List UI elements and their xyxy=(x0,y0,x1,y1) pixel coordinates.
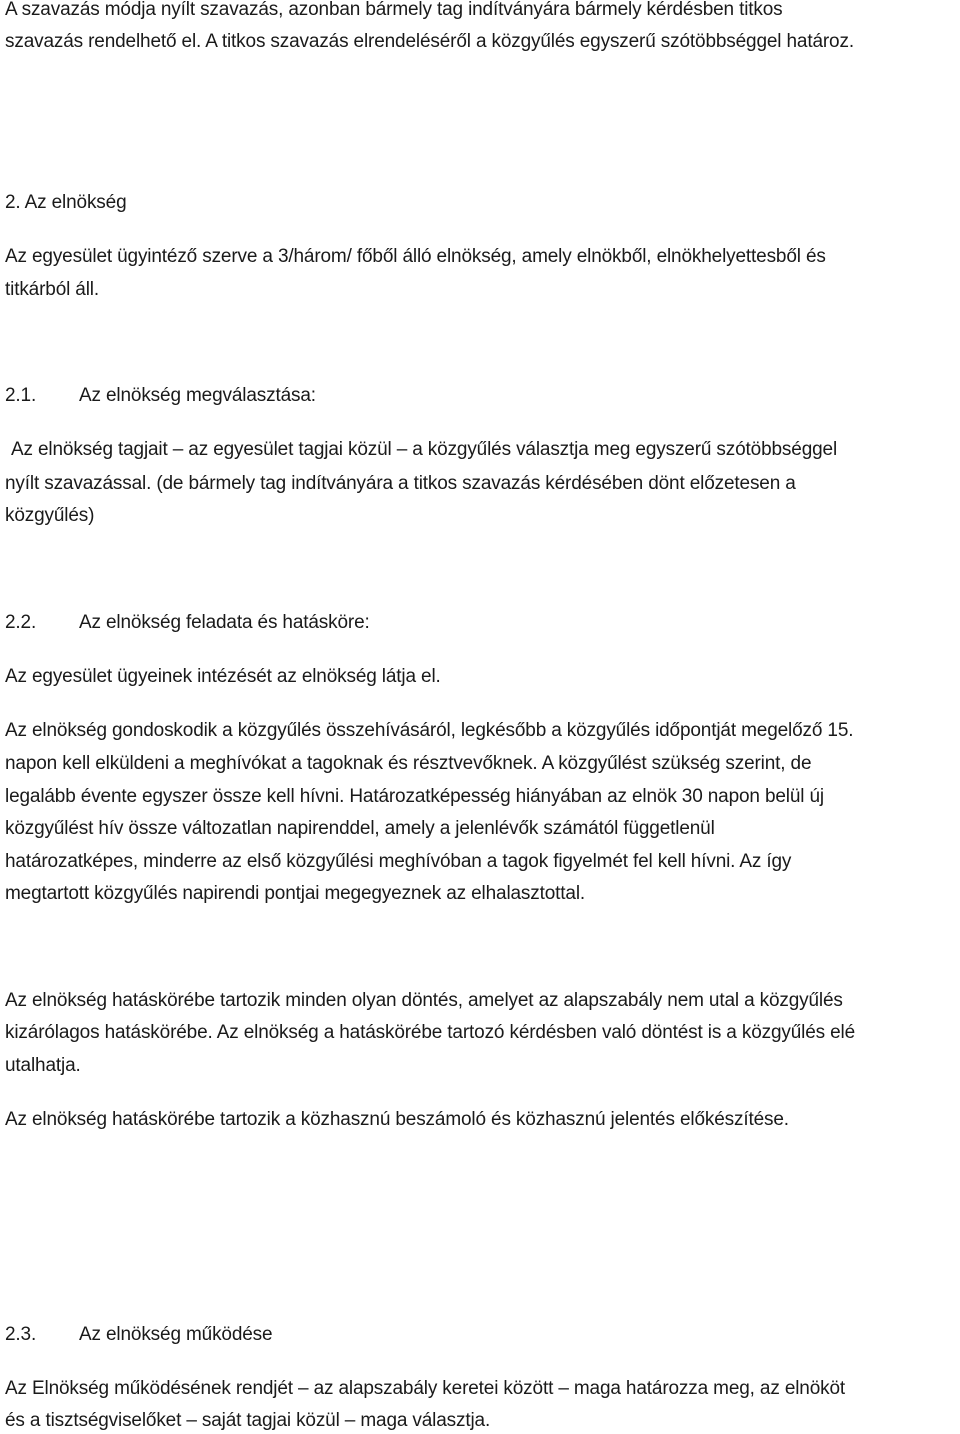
text-line: és a tisztségviselőket – saját tagjai közül – maga választja. xyxy=(5,1410,491,1431)
section-title: Az elnökség feladata és hatásköre: xyxy=(79,612,370,633)
text-line: megtartott közgyűlés napirendi pontjai megegyeznek az elhalasztottal. xyxy=(5,883,586,904)
paragraph: Az elnökség hatáskörébe tartozik a közhasznú beszámoló és közhasznú jelentés előkészítése. xyxy=(5,1109,789,1130)
text-line: legalább évente egyszer össze kell hívni. Határozatképesség hiányában az elnök 30 napon belül új xyxy=(5,786,824,807)
text-line: utalhatja. xyxy=(5,1055,81,1076)
section-number: 2.1. xyxy=(5,385,37,406)
text-line: titkárból áll. xyxy=(5,279,99,300)
text-line: kizárólagos hatáskörébe. Az elnökség a hatáskörébe tartozó kérdésben való döntést is a közgyűlés elé xyxy=(5,1022,856,1043)
subsection-heading xyxy=(5,1323,272,1347)
subsection-heading xyxy=(5,611,370,635)
section-title: Az elnökség megválasztása: xyxy=(79,385,316,406)
text-line: Az elnökség hatáskörébe tartozik minden olyan döntés, amelyet az alapszabály nem utal a közgyűlés xyxy=(5,990,843,1011)
text-line: közgyűlést hív össze változatlan napirenddel, amely a jelenlévők számától függetlenül xyxy=(5,818,715,839)
text-line: szavazás rendelhető el. A titkos szavazás elrendeléséről a közgyűlés egyszerű szótöbbséggel határoz. xyxy=(5,31,854,52)
text-line: közgyűlés) xyxy=(5,505,95,526)
text-line: nyílt szavazással. (de bármely tag indítványára a titkos szavazás kérdésében dönt előzetesen a xyxy=(5,473,796,494)
section-number: 2.3. xyxy=(5,1324,37,1345)
text-line: határozatképes, minderre az első közgyűlési meghívóban a tagok figyelmét fel kell hívni. Az így xyxy=(5,851,792,872)
text-line: A szavazás módja nyílt szavazás, azonban bármely tag indítványára bármely kérdésben titkos xyxy=(5,0,783,20)
text-line: Az elnökség tagjait – az egyesület tagjai közül – a közgyűlés választja meg egyszerű szótöbbséggel xyxy=(11,439,838,460)
section-number: 2.2. xyxy=(5,612,37,633)
text-line: Az elnökség gondoskodik a közgyűlés összehívásáról, legkésőbb a közgyűlés időpontját megelőző 15. xyxy=(5,720,854,741)
subsection-heading xyxy=(5,384,316,408)
text-line: napon kell elküldeni a meghívókat a tagoknak és résztvevőknek. A közgyűlést szükség szerint, de xyxy=(5,753,812,774)
section-title: Az elnökség működése xyxy=(79,1324,273,1345)
text-line: Az egyesület ügyintéző szerve a 3/három/ főből álló elnökség, amely elnökből, elnökhelyettesből és xyxy=(5,246,826,267)
text-line: Az Elnökség működésének rendjét – az alapszabály keretei között – maga határozza meg, az elnököt xyxy=(5,1378,846,1399)
section-heading: 2. Az elnökség xyxy=(5,192,127,213)
paragraph: Az egyesület ügyeinek intézését az elnökség látja el. xyxy=(5,666,441,687)
